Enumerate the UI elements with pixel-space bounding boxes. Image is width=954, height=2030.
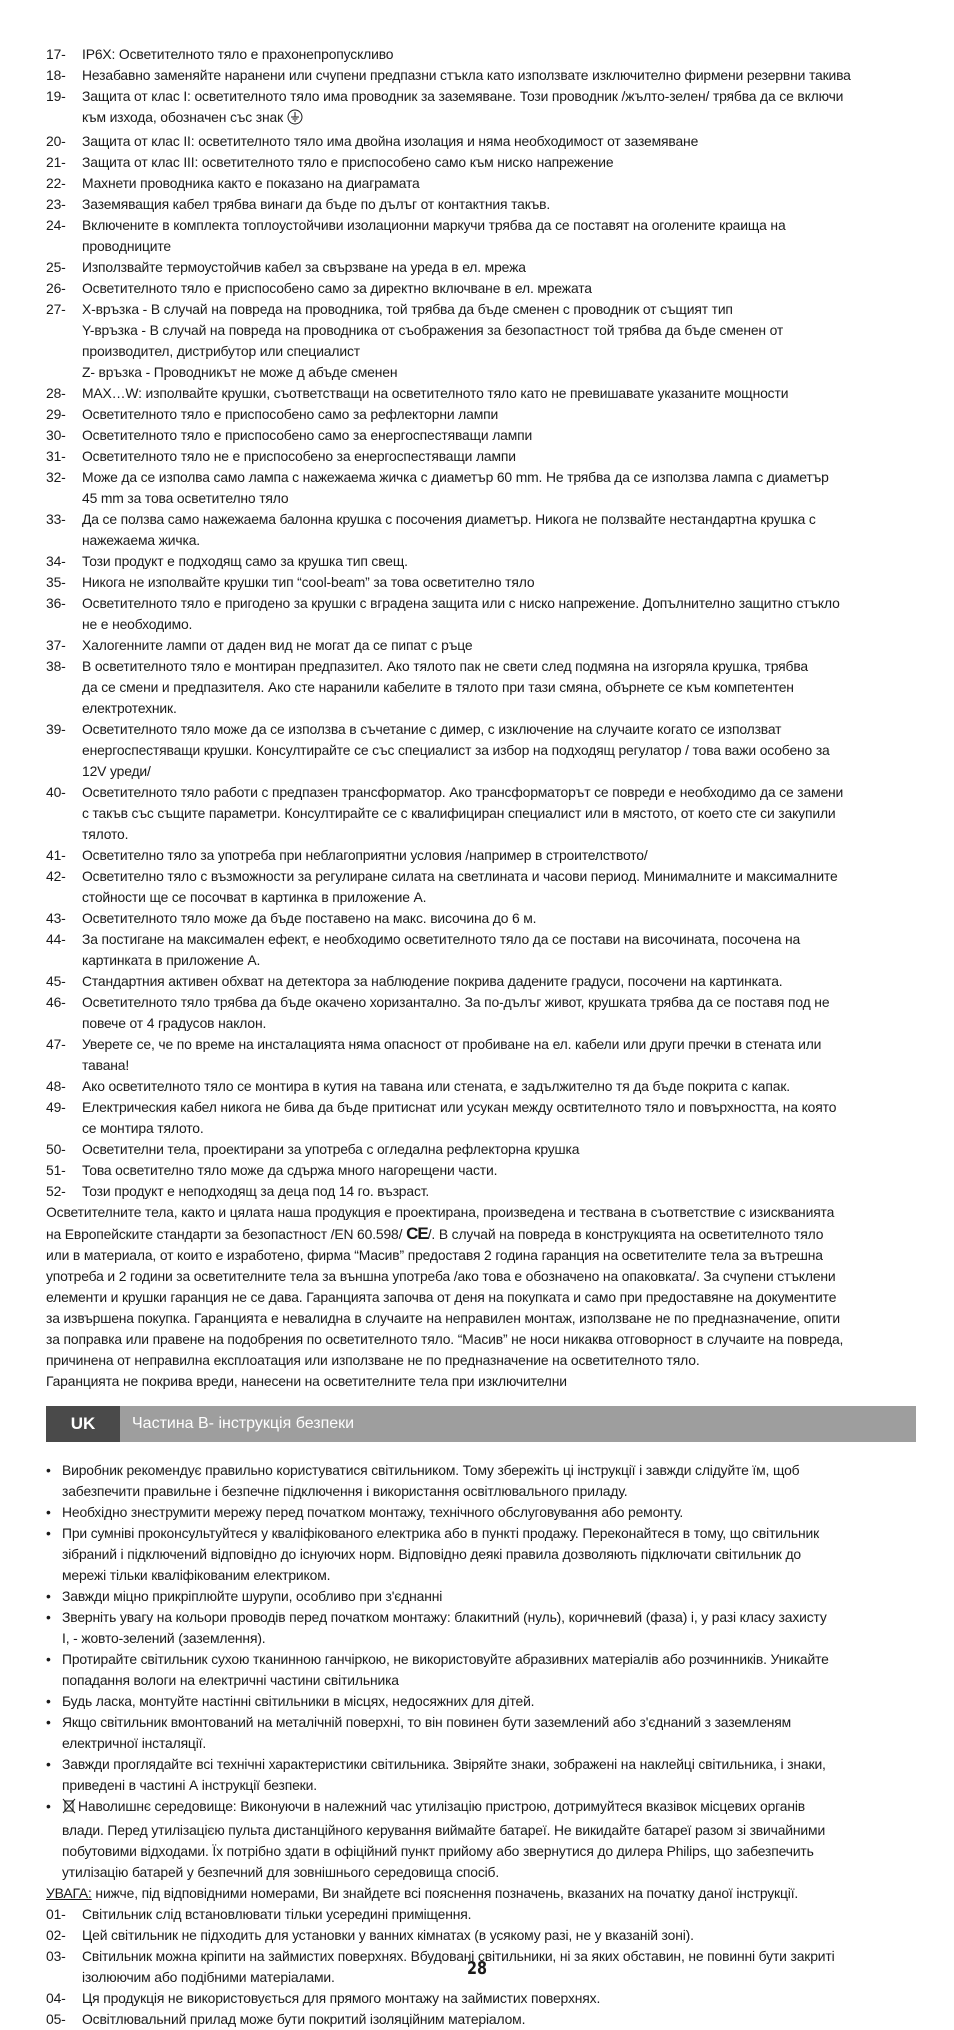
item-text [82, 1076, 916, 1097]
item-text-content: Никога не изполвайте крушки тип “cool-beam” за това осветително тяло [82, 574, 535, 590]
list-item [46, 593, 916, 635]
list-item [46, 845, 916, 866]
item-text [82, 44, 916, 65]
list-item [46, 2009, 916, 2030]
item-text [82, 131, 916, 152]
list-item [46, 509, 916, 551]
list-item [46, 1586, 916, 1607]
item-text [82, 572, 916, 593]
item-text-content: Да се ползва само нажежаема балонна крушка с посочения диаметър. Никога не ползвайте нестандартна крушка с нажежаема жичка. [82, 511, 816, 548]
item-number: 39- [46, 721, 66, 737]
item-text [82, 971, 916, 992]
bullet-text: Протирайте світильник сухою тканинною ганчіркою, не використовуйте абразивних матеріалів або розчинників. Уникайте попадання вологи на електричні частини світильника [62, 1651, 829, 1688]
item-number: 21- [46, 154, 66, 170]
list-item [46, 1160, 916, 1181]
item-text-content: Осветително тяло с възможности за регулиране силата на светлината и часови период. Минималните и максималните стойности ще се посочват в картинка в приложение А. [82, 868, 838, 905]
item-text-content: Осветителното тяло трябва да бъде окачено хоризантално. За по-дълъг живот, крушката трябва да се поставя под не повече от 4 градусов наклон. [82, 994, 830, 1031]
item-text [82, 1181, 916, 1202]
bullet-dot: • [46, 1756, 51, 1772]
bullet-dot: • [46, 1504, 51, 1520]
item-number: 20- [46, 133, 66, 149]
warranty-paragraph [46, 1202, 916, 1392]
item-text-content: Світильник слід встановлювати тільки усередині приміщення. [82, 1906, 472, 1922]
item-text [82, 782, 916, 845]
list-item [46, 1139, 916, 1160]
item-text-content: Осветителното тяло може да се използва в съчетание с димер, с изключение на случаите когато се използват енергоспестяващи крушки. Консултирайте се със специалист за избор на подходящ регулатор / това важи особено за 12V уреди/ [82, 721, 830, 779]
item-text [82, 1139, 916, 1160]
item-number: 47- [46, 1036, 66, 1052]
uk-section-header [46, 1406, 916, 1442]
item-text [82, 215, 916, 257]
list-item [46, 65, 916, 86]
list-item [46, 1034, 916, 1076]
item-text-content: IP6X: Осветителното тяло е прахонепропускливо [82, 46, 394, 62]
list-item [46, 656, 916, 719]
item-text [82, 194, 916, 215]
list-item [46, 551, 916, 572]
list-item [46, 1097, 916, 1139]
warranty-rest: или в материала, от които е изработено, фирма “Масив” предоставя 2 година гаранция на осветителите тела за вътрешна употреба и 2 години за осветителните тела за външна употреба /ако това е обозначено на опаковката/. За счупени стъклени елементи и крушки гаранция не се дава. Гаранцията започва от деня на покупката и само при предоставяне на документите за извършена покупка. Гаранцията е невалидна в случаите на неправилен монтаж, използване не по предназначение, опити за поправка или правене на подобрения по осветителното тяло. “Масив” не носи никаква отговорност в случаите на повреда, причинена от неправилна експлоатация или използване не по предназначение на осветителното тяло. Гаранцията не покрива вреди, нанесени на осветителните тела при изключителни [46, 1247, 844, 1389]
item-number: 18- [46, 67, 66, 83]
item-text-content: Цей світильник не підходить для установки у ванних кімнатах (в усякому разі, не у вказаній зоні). [82, 1927, 694, 1943]
item-number: 43- [46, 910, 66, 926]
item-text [82, 404, 916, 425]
earth-ground-icon [287, 109, 303, 131]
item-number: 30- [46, 427, 66, 443]
bullet-dot: • [46, 1525, 51, 1541]
list-item [46, 866, 916, 908]
list-item [46, 971, 916, 992]
item-text-content: Осветителното тяло е приспособено само за енергоспестяващи лампи [82, 427, 533, 443]
list-item [46, 1904, 916, 1925]
item-text-content: Защита от клас III: осветителното тяло е приспособено само към ниско напрежение [82, 154, 614, 170]
list-item [46, 44, 916, 65]
bullet-dot: • [46, 1609, 51, 1625]
item-text-content: Осветителното тяло е приспособено само за директно включване в ел. мрежата [82, 280, 592, 296]
item-text [82, 2009, 916, 2030]
item-number: 19- [46, 88, 66, 104]
list-item [46, 1712, 916, 1754]
item-number: 50- [46, 1141, 66, 1157]
item-text [82, 1925, 916, 1946]
warning-label: УВАГА: [46, 1885, 92, 1901]
item-text-content: Махнети проводника както е показано на диаграмата [82, 175, 420, 191]
item-text-content: Електрическия кабел никога не бива да бъде притиснат или усукан между освтителното тяло и повърхността, на която се монтира тялото. [82, 1099, 837, 1136]
list-item [46, 404, 916, 425]
list-item [46, 1649, 916, 1691]
list-item [46, 1988, 916, 2009]
uk-warning [46, 1883, 916, 1904]
item-text [82, 551, 916, 572]
item-text-content: Стандартния активен обхват на детектора за наблюдение покрива дадените градуси, посочени на картинката. [82, 973, 783, 989]
item-number: 41- [46, 847, 66, 863]
bullet-text: Якщо світильник вмонтований на металічній поверхні, то він повинен бути заземлений або з'єднаний з заземленям електричної інсталяції. [62, 1714, 792, 1751]
item-text-content: MAX…W: изполвайте крушки, съответстващи на осветителното тяло като не превишавате указаните мощности [82, 385, 789, 401]
item-number: 40- [46, 784, 66, 800]
item-text [82, 86, 916, 131]
item-text [82, 929, 916, 971]
item-number: 46- [46, 994, 66, 1010]
bullet-dot: • [46, 1651, 51, 1667]
item-number: 01- [46, 1906, 66, 1922]
item-number: 24- [46, 217, 66, 233]
item-text-content: Този продукт е неподходящ за деца под 14 го. възраст. [82, 1183, 430, 1199]
bullet-dot: • [46, 1462, 51, 1478]
item-text-content: Защита от клас II: осветителното тяло има двойна изолация и няма необходимост от заземяване [82, 133, 699, 149]
item-text [82, 425, 916, 446]
list-item [46, 425, 916, 446]
list-item: • Наволишнє середовище: Виконуючи в належний час утилізацію пристрою, дотримуйтеся вказівок місцевих органів влади. Перед утилізацією пульта дистанційного керування виймайте батареї. Не викидайте батареї разом зі звичайними побутовими відходами. Їх потрібно здати в офіційний пункт прийому або звернутися до дилера Philips, що забезпечить утилізацію батарей у безпечний для зовнішнього середовища спосіб. [46, 1798, 826, 1880]
item-text [82, 1034, 916, 1076]
uk-bullet-list [46, 1460, 916, 1796]
item-text-content: Осветителното тяло е пригодено за крушки с вградена защита или с ниско напрежение. Допълнително защитно стъкло не е необходимо. [82, 595, 840, 632]
item-number: 28- [46, 385, 66, 401]
item-text [82, 593, 916, 635]
item-text-content: Може да се изполва само лампа с нажежаема жичка с диаметър 60 mm. Не трябва да се използва лампа с диаметър 45 mm за това осветително тяло [82, 469, 829, 506]
item-text [82, 467, 916, 509]
list-item [46, 278, 916, 299]
list-item [46, 131, 916, 152]
bullet-text: При сумніві проконсультуйтеся у кваліфікованого електрика або в пункті продажу. Переконайтеся в тому, що світильник зібраний і підключений відповідно до існуючих норм. Відповідно деякі правила дозволяють підключати світильник до мережі тільки кваліфікованим електриком. [62, 1525, 820, 1583]
page-number: 28 [466, 1958, 488, 1979]
item-number: 52- [46, 1183, 66, 1199]
item-text-content: Ця продукція не використовується для прямого монтажу на займистих поверхнях. [82, 1990, 601, 2006]
item-text-content: Осветителното тяло може да бъде поставено на макс. височина до 6 м. [82, 910, 537, 926]
uk-section-title: Частина В- інструкція безпеки [132, 1415, 355, 1432]
list-item [46, 467, 916, 509]
ce-mark: CE [406, 1224, 428, 1243]
item-text-content: Осветителното тяло работи с предпазен трансформатор. Ако трансформаторът се повреди е необходимо да се замени с такъв със същите параметри. Консултирайте се с квалифициран специалист или в мястото, от което сте си закупили тялото. [82, 784, 844, 842]
list-item [46, 1502, 916, 1523]
list-item [46, 635, 916, 656]
item-text-content: Това осветително тяло може да сдържа много нагорещени части. [82, 1162, 498, 1178]
crossed-out-bin-icon [62, 1798, 76, 1820]
bullet-text: Зверніть увагу на кольори проводів перед початком монтажу: блакитний (нуль), коричневий (фаза) і, у разі класу захисту I, - жовто-зелений (заземлення). [62, 1609, 827, 1646]
warranty-line-2-before: на Европейските стандарти за безопастност /EN 60.598/ [46, 1226, 403, 1242]
item-number: 17- [46, 46, 66, 62]
bullet-text: Будь ласка, монтуйте настінні світильники в місцях, недосяжних для дітей. [62, 1693, 535, 1709]
list-item [46, 719, 916, 782]
list-item [46, 86, 916, 131]
item-number: 27- [46, 301, 66, 317]
item-number: 51- [46, 1162, 66, 1178]
item-text [82, 257, 916, 278]
bullet-text: Необхідно знеструмити мережу перед початком монтажу, технічного обслуговування або ремонту. [62, 1504, 684, 1520]
item-text-content: Използвайте термоустойчив кабел за свързване на уреда в ел. мрежа [82, 259, 526, 275]
item-text-content: Незабавно заменяйте наранени или счупени предпазни стъкла като използвате изключително фирмени резервни такива [82, 67, 851, 83]
item-text [82, 509, 916, 551]
list-item [46, 1076, 916, 1097]
uk-disposal-list [46, 1796, 916, 1883]
list-item [46, 446, 916, 467]
item-text [82, 1097, 916, 1139]
bullet-text: Виробник рекомендує правильно користуватися світильником. Тому збережіть ці інструкції і завжди слідуйте їм, щоб забезпечити правильне і безпечне підключення і використання освітлювального приладу. [62, 1462, 800, 1499]
warning-text: нижче, під відповідними номерами, Ви знайдете всі пояснення позначень, вказаних на початку даної інструкції. [91, 1885, 799, 1901]
item-text [82, 446, 916, 467]
list-item [46, 572, 916, 593]
bg-numbered-list [46, 44, 916, 1202]
item-number: 29- [46, 406, 66, 422]
item-text [82, 1988, 916, 2009]
item-number: 36- [46, 595, 66, 611]
item-text [82, 635, 916, 656]
item-number: 49- [46, 1099, 66, 1115]
item-number: 23- [46, 196, 66, 212]
item-text-content: Включените в комплекта топлоустойчиви изолационни маркучи трябва да се поставят на оголените краища на проводниците [82, 217, 786, 254]
item-text-content: Світильник можна кріпити на займистих поверхнях. Вбудовані світильники, ні за яких обставин, не повинні бути закриті ізолюючим або подібними матеріалами. [82, 1948, 835, 1985]
item-number: 35- [46, 574, 66, 590]
item-number: 34- [46, 553, 66, 569]
item-number: 31- [46, 448, 66, 464]
item-number: 37- [46, 637, 66, 653]
list-item [46, 194, 916, 215]
item-text [82, 152, 916, 173]
list-item [46, 1460, 916, 1502]
disposal-text: Наволишнє середовище: Виконуючи в належний час утилізацію пристрою, дотримуйтеся вказівок місцевих органів влади. Перед утилізацією пульта дистанційного керування виймайте батареї. Не викидайте батареї разом зі звичайними побутовими відходами. Їх потрібно здати в офіційний пункт прийому або звернутися до дилера Philips, що забезпечить утилізацію батарей у безпечний для зовнішнього середовища спосіб. [62, 1798, 826, 1880]
warranty-line-1: Осветителните тела, както и цялата наша продукция е проектирана, произведена и тествана в съответствие с изискванията [46, 1204, 835, 1220]
item-text [82, 65, 916, 86]
item-text [82, 1904, 916, 1925]
list-item [46, 908, 916, 929]
item-text-content: В осветителното тяло е монтиран предпазител. Ако тялото пак не свети след подмяна на изгоряла крушка, трябва да се смени и предпазителя. Ако сте наранили кабелите в тялото при тази смяна, обърнете се към компетентен електротехник. [82, 658, 808, 716]
list-item [46, 1691, 916, 1712]
item-text-content: Осветително тяло за употреба при неблагоприятни условия /например в строителството/ [82, 847, 648, 863]
item-number: 33- [46, 511, 66, 527]
list-item [46, 929, 916, 971]
item-text-content: Заземяващия кабел трябва винаги да бъде по дълъг от контактния такъв. [82, 196, 551, 212]
item-number: 05- [46, 2011, 66, 2027]
item-text-content: За постигане на максимален ефект, е необходимо осветителното тяло да се постави на височината, посочена на картинката в приложение А. [82, 931, 801, 968]
list-item [46, 1523, 916, 1586]
list-item [46, 1181, 916, 1202]
item-number: 32- [46, 469, 66, 485]
list-item [46, 782, 916, 845]
list-item [46, 299, 916, 383]
item-number: 03- [46, 1948, 66, 1964]
item-text [82, 992, 916, 1034]
bullet-dot: • [46, 1588, 51, 1604]
item-text-content: Ако осветителното тяло се монтира в кутия на тавана или стената, е задължително тя да бъде покрита с капак. [82, 1078, 790, 1094]
list-item [46, 1925, 916, 1946]
item-text [82, 866, 916, 908]
list-item [46, 215, 916, 257]
item-number: 02- [46, 1927, 66, 1943]
item-number: 45- [46, 973, 66, 989]
item-number: 38- [46, 658, 66, 674]
item-number: 42- [46, 868, 66, 884]
bullet-text: Завжди проглядайте всі технічні характеристики світильника. Звіряйте знаки, зображені на наклейці світильника, і знаки, приведені в частині А інструкції безпеки. [62, 1756, 826, 1793]
item-text [82, 383, 916, 404]
item-number: 25- [46, 259, 66, 275]
item-text-content: Осветителното тяло е приспособено само за рефлекторни лампи [82, 406, 499, 422]
item-text-content: Освітлювальний прилад може бути покритий ізоляційним матеріалом. [82, 2011, 526, 2027]
item-text [82, 845, 916, 866]
uk-language-badge: UK [46, 1406, 120, 1442]
item-text-content: Осветителното тяло не е приспособено за енергоспестяващи лампи [82, 448, 516, 464]
list-item [46, 383, 916, 404]
item-text [82, 656, 916, 719]
item-number: 22- [46, 175, 66, 191]
list-item [46, 173, 916, 194]
item-number: 48- [46, 1078, 66, 1094]
item-text [82, 173, 916, 194]
bullet-dot: • [46, 1693, 51, 1709]
list-item [46, 992, 916, 1034]
item-text [82, 908, 916, 929]
item-text [82, 299, 916, 383]
bullet-text: Завжди міцно прикріплюйте шурупи, особливо при з'єднанні [62, 1588, 443, 1604]
item-number: 44- [46, 931, 66, 947]
list-item [46, 1607, 916, 1649]
bullet-dot: • [46, 1714, 51, 1730]
item-text-content: Осветителни тела, проектирани за употреба с огледална рефлекторна крушка [82, 1141, 580, 1157]
item-text-content: Халогенните лампи от даден вид не могат да се пипат с ръце [82, 637, 473, 653]
warranty-line-2-after: /. В случай на повреда в конструкцията на осветителното тяло [427, 1226, 824, 1242]
item-text-content: Този продукт е подходящ само за крушка тип свещ. [82, 553, 408, 569]
item-text-content: Х-връзка - В случай на повреда на проводника, той трябва да бъде сменен с проводник от същият тип Y-връзка - В случай на повреда на проводника от съображения за безопастност той трябва да бъде сменен от производител, дистрибутор или специалист Z- връзка - Проводникът не може д абъде сменен [82, 301, 784, 380]
item-text [82, 719, 916, 782]
item-text-content: Уверете се, че по време на инсталацията няма опасност от пробиване на ел. кабели или други пречки в стената или тавана! [82, 1036, 822, 1073]
item-text [82, 1160, 916, 1181]
list-item [46, 257, 916, 278]
item-number: 04- [46, 1990, 66, 2006]
item-number: 26- [46, 280, 66, 296]
item-text [82, 278, 916, 299]
document-page [46, 44, 916, 2030]
list-item [46, 1754, 916, 1796]
list-item [46, 152, 916, 173]
item-text-content: Защита от клас I: осветителното тяло има проводник за заземяване. Този проводник /жълто-зелен/ трябва да се включи към изхода, обозначен със знак [82, 88, 844, 125]
